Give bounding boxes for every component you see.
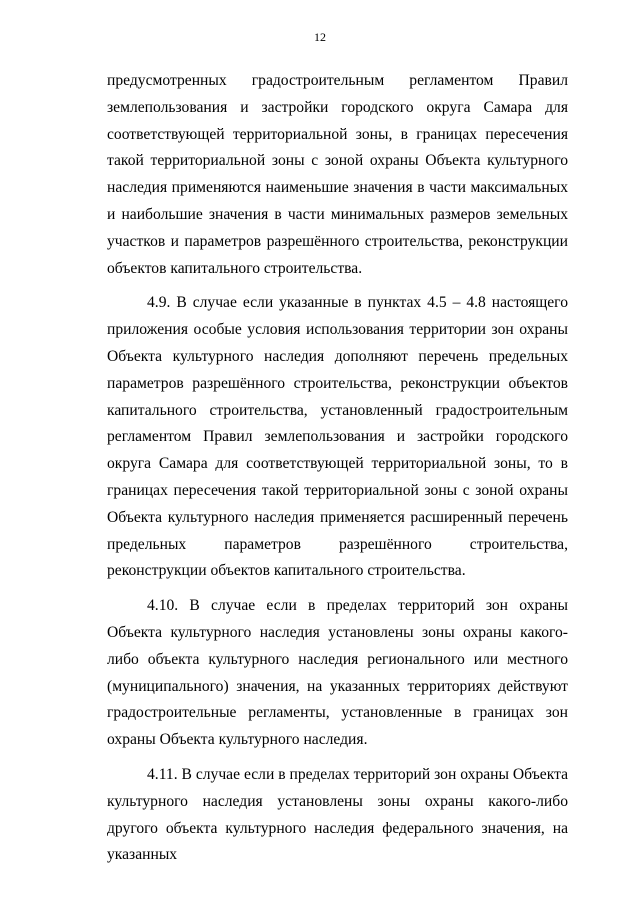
paragraph-4-10: 4.10. В случае если в пределах территорий зон охраны Объекта культурного наследия установлены зоны охраны какого-либо объекта культурного наследия регионального или местного (муниципального) значения, на указанных территориях действуют градостроительные регламенты, установленные в границах зон охраны Объекта культурного наследия. [107, 597, 568, 749]
page-number: 12 [314, 30, 326, 44]
paragraph-4-9: 4.9. В случае если указанные в пунктах 4.5 – 4.8 настоящего приложения особые условия использования территории зон охраны Объекта культурного наследия дополняют перечень предельных параметров разрешённого строительства, реконструкции объектов капитального строительства, установленный градостроительным регламентом Правил землепользования и застройки городского округа Самара для соответствующей территориальной зоны, то в границах пересечения такой территориальной зоны с зоной охраны Объекта культурного наследия применяется расширенный перечень предельных параметров разрешённого строительства, реконструкции объектов капитального строительства. [107, 294, 568, 580]
paragraph-4-11: 4.11. В случае если в пределах территорий зон охраны Объекта культурного наследия установлены зоны охраны какого-либо другого объекта культурного наследия федерального значения, на указанных [107, 765, 568, 864]
paragraph-continuation: предусмотренных градостроительным регламентом Правил землепользования и застройки городского округа Самара для соответствующей территориальной зоны, в границах пересечения такой территориальной зоны с зоной охраны Объекта культурного наследия применяются наименьшие значения в части максимальных и наибольшие значения в части минимальных размеров земельных участков и параметров разрешённого строительства, реконструкции объектов капитального строительства. [107, 72, 568, 277]
